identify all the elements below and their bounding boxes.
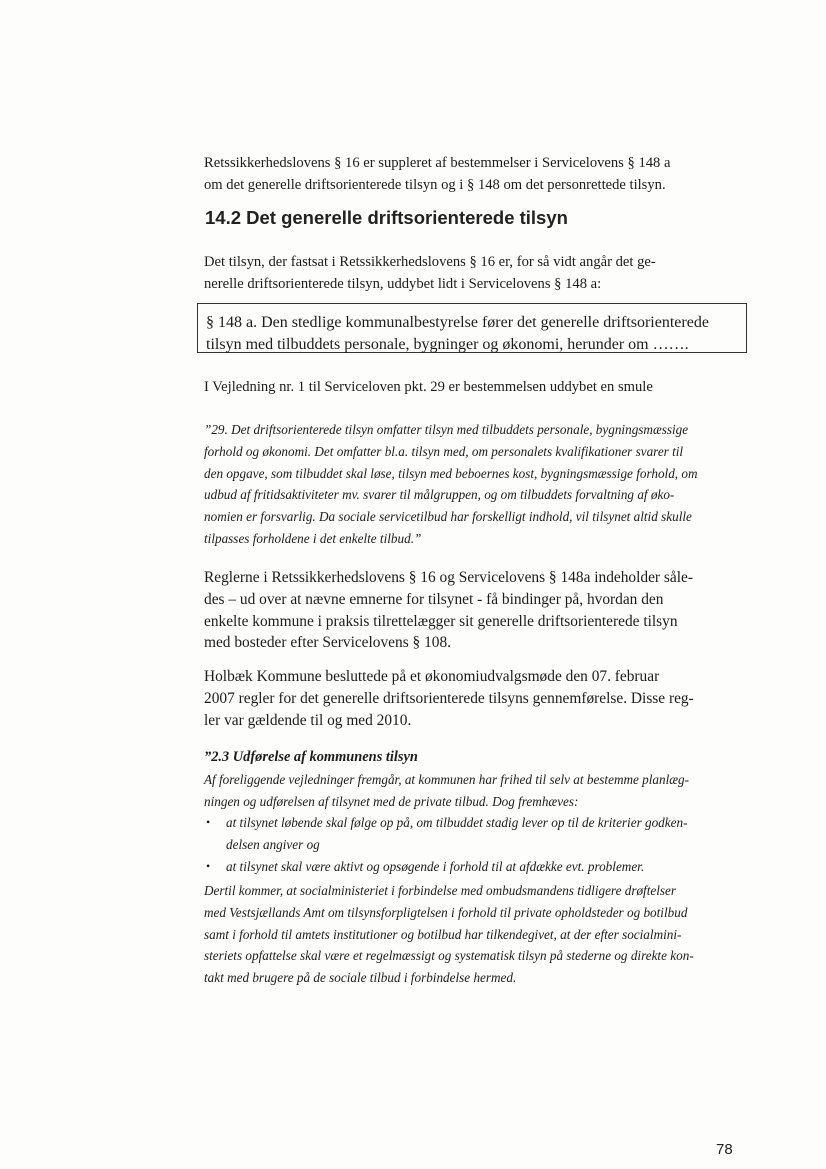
- text-line: takt med brugere på de sociale tilbud i forbindelse hermed.: [204, 970, 517, 986]
- text-line: Af foreliggende vejledninger fremgår, at kommunen har frihed til selv at bestemme planlæg-: [204, 771, 690, 787]
- paragraph-2: [204, 376, 744, 398]
- text-line: at tilsynet skal være aktivt og opsøgende i forhold til at afdække evt. problemer.: [226, 858, 645, 874]
- text-line: ”29. Det driftsorienterede tilsyn omfatter tilsyn med tilbuddets personale, bygningsmæssige: [204, 422, 689, 437]
- paragraph-6: [204, 880, 744, 989]
- text-line: om det generelle driftsorienterede tilsyn og i § 148 om det personrettede tilsyn.: [204, 177, 666, 193]
- text-line: nomien er forsvarlig. Da sociale servicetilbud har forskelligt indhold, vil tilsynet altid skulle: [204, 509, 692, 525]
- paragraph-3: [204, 567, 744, 654]
- text-line: den opgave, som tilbuddet skal løse, tilsyn med beboernes kost, bygningsmæssige forhold, om: [204, 465, 698, 481]
- text-line: steriets opfattelse skal være et regelmæssigt og systematisk tilsyn på stederne og direkte kon-: [204, 948, 694, 964]
- text-line: Retssikkerhedslovens § 16 er suppleret af bestemmelser i Servicelovens § 148 a: [204, 155, 671, 171]
- text-line: delsen angiver og: [226, 837, 320, 853]
- text-line: Reglerne i Retssikkerhedslovens § 16 og Servicelovens § 148a indeholder såle-: [204, 569, 693, 586]
- text-line: I Vejledning nr. 1 til Serviceloven pkt. 29 er bestemmelsen uddybet en smule: [204, 379, 653, 395]
- paragraph-4: [204, 666, 744, 731]
- quoted-section-title: ”2.3 Udførelse af kommunens tilsyn: [204, 749, 418, 765]
- bullet-item: [204, 856, 744, 878]
- bullet-item: [204, 812, 744, 856]
- text-line: tilsyn med tilbuddets personale, bygninger og økonomi, herunder om …….: [206, 336, 689, 353]
- text-line: ningen og udførelsen af tilsynet med de private tilbud. Dog fremhæves:: [204, 793, 579, 809]
- text-line: § 148 a. Den stedlige kommunalbestyrelse fører det generelle driftsorienterede: [206, 314, 709, 331]
- text-line: at tilsynet løbende skal følge op på, om tilbuddet stadig lever op til de kriterier godken-: [226, 815, 688, 831]
- text-line: Det tilsyn, der fastsat i Retssikkerhedslovens § 16 er, for så vidt angår det ge-: [204, 254, 656, 270]
- text-line: samt i forhold til amtets institutioner og botilbud har tilkendegivet, at der efter socialmini-: [204, 926, 682, 942]
- intro-paragraph: [204, 152, 744, 196]
- text-line: Dertil kommer, at socialministeriet i forbindelse med ombudsmandens tidligere drøftelser: [204, 883, 677, 898]
- boxed-quote: [197, 303, 747, 353]
- bullet-icon: •: [206, 815, 211, 830]
- quoted-section-2-3: [204, 747, 744, 878]
- text-line: des – ud over at nævne emnerne for tilsynet - få bindinger på, hvordan den: [204, 590, 664, 608]
- text-line: med Vestsjællands Amt om tilsynsforpligtelsen i forhold til private opholdsteder og botilbud: [204, 904, 688, 920]
- text-line: enkelte kommune i praksis tilrettelægger sit generelle driftsorienterede tilsyn: [204, 612, 678, 630]
- text-line: nerelle driftsorienterede tilsyn, uddybet lidt i Servicelovens § 148 a:: [204, 276, 602, 292]
- section-heading: 14.2 Det generelle driftsorienterede tilsyn: [205, 207, 568, 228]
- text-line: tilpasses forholdene i det enkelte tilbud.”: [204, 530, 422, 546]
- text-line: Holbæk Kommune besluttede på et økonomiudvalgsmøde den 07. februar: [204, 668, 660, 685]
- text-line: udbud af fritidsaktiviteter mv. svarer til målgruppen, og om tilbuddets forvaltning af øko-: [204, 487, 675, 503]
- bullet-icon: •: [206, 858, 211, 873]
- text-line: ler var gældende til og med 2010.: [204, 711, 412, 729]
- page-number: 78: [716, 1141, 733, 1158]
- guidance-quote: [204, 419, 744, 550]
- paragraph-1: [204, 251, 744, 295]
- text-line: forhold og økonomi. Det omfatter bl.a. tilsyn med, om personalets kvalifikationer svarer til: [204, 443, 684, 459]
- text-line: med bosteder efter Servicelovens § 108.: [204, 634, 452, 652]
- text-line: 2007 regler for det generelle driftsorienterede tilsyns gennemførelse. Disse reg-: [204, 689, 694, 707]
